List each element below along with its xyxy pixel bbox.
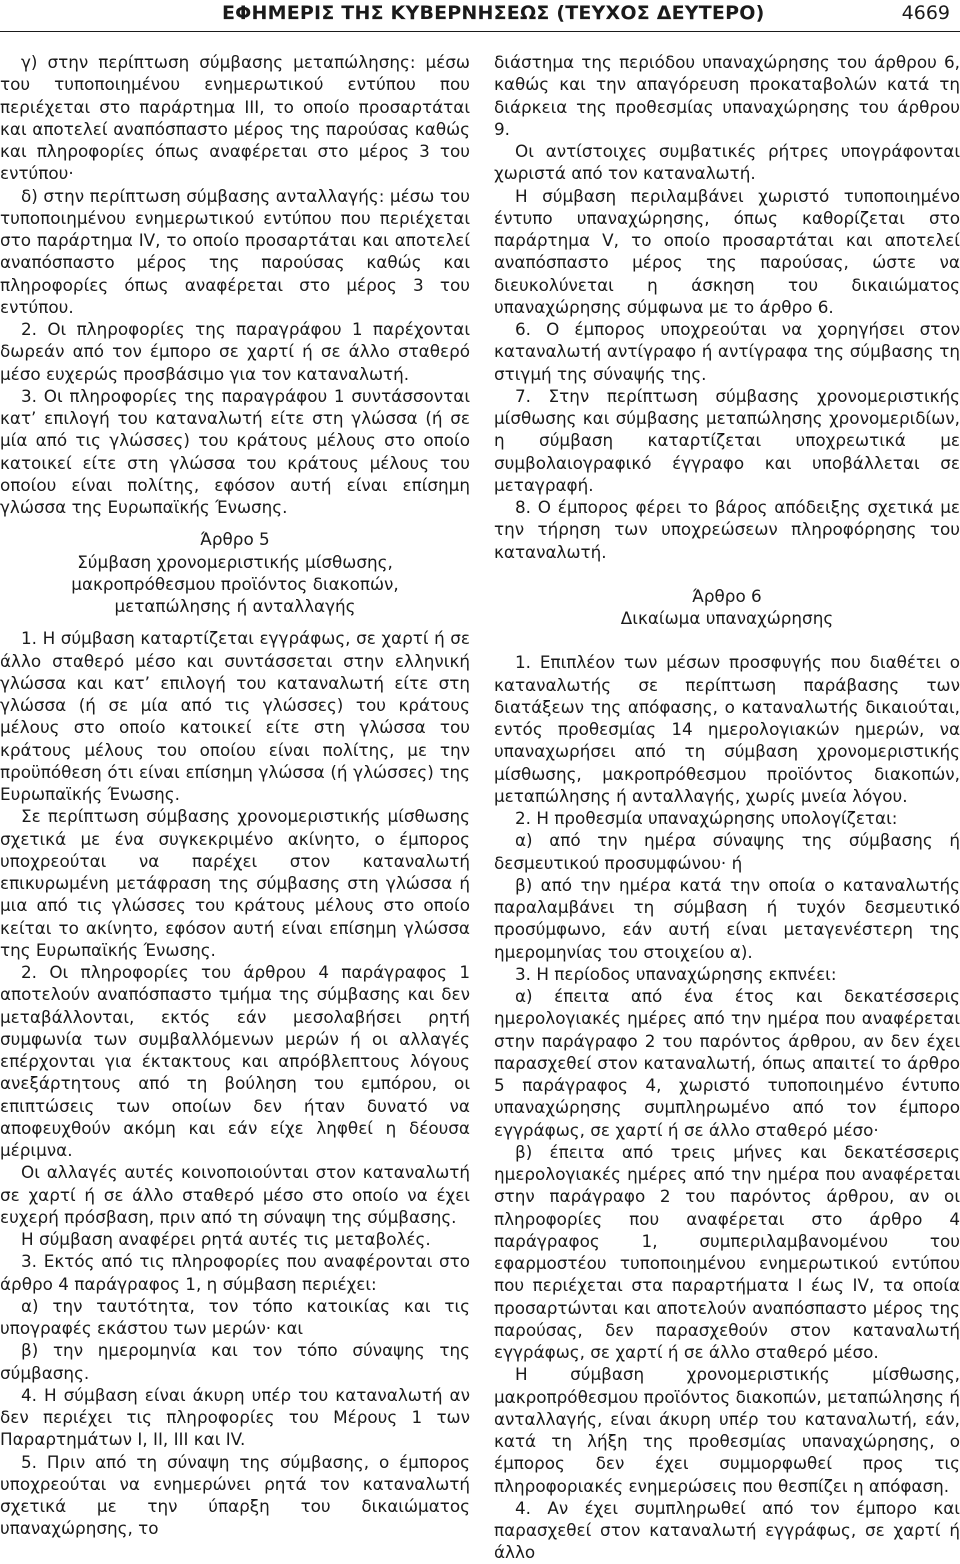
paragraph: 5. Πριν από τη σύναψη της σύμβασης, ο έμπορος υποχρεούται να ενημερώνει ρητά τον καταναλωτή σχετικά με την ύπαρξη του δικαιώματος υπαναχώρησης, το [0, 1451, 470, 1539]
left-column [0, 51, 470, 1540]
paragraph: Η σύμβαση αναφέρει ρητά αυτές τις μεταβολές. [21, 1229, 431, 1249]
paragraph: α) από την ημέρα σύναψης της σύμβασης ή δεσμευτικού προσυμφώνου· ή [494, 830, 960, 873]
paragraph: α) έπειτα από ένα έτος και δεκατέσσερις ημερολογιακές ημέρες από την ημέρα που αναφέρεται στην παράγραφο 2 του παρόντος άρθρου, αν δεν έχει παρασχεθεί στον καταναλωτή, όπως απαιτεί το άρθρο 5 παράγραφος 4, χωριστό τυποποιημένο έντυπο υπαναχώρησης συμπληρωμένο από τον έμπορο εγγράφως, σε χαρτί ή σε άλλο σταθερό μέσο· [494, 986, 960, 1140]
paragraph: 2. Οι πληροφορίες του άρθρου 4 παράγραφος 1 αποτελούν αναπόσπαστο τμήμα της σύμβασης και δεν μεταβάλλονται, εκτός εάν μεσολαβήσει ρητή συμφωνία των συμβαλλόμενων μερών ή οι αλλαγές επέρχονται για έκτακτους και απρόβλεπτους λόγους ανεξάρτητους από τη βούληση του εμπόρου, οι επιπτώσεις των οποίων δεν ήταν δυνατό να αποφευχθούν ακόμη και εάν είχε ληφθεί η δέουσα μέριμνα. [0, 962, 470, 1160]
paragraph: 2. Οι πληροφορίες της παραγράφου 1 παρέχονται δωρεάν από τον έμπορο σε χαρτί ή σε άλλο σταθερό μέσο ευχερώς προσβάσιμο για τον καταναλωτή. [0, 319, 470, 384]
paragraph: γ) στην περίπτωση σύμβασης μεταπώλησης: μέσω του τυποποιημένου ενημερωτικού εντύπου που περιέχεται στο παράρτημα ΙΙΙ, το οποίο προσαρτάται και αποτελεί αναπόσπαστο μέρος της παρούσας καθώς και πληροφορίες όπως αναφέρεται στο μέρος 3 του εντύπου· [0, 52, 470, 184]
paragraph: 4. Αν έχει συμπληρωθεί από τον έμπορο και παρασχεθεί στον καταναλωτή εγγράφως, σε χαρτί ή άλλο [494, 1497, 960, 1563]
paragraph: Σε περίπτωση σύμβασης χρονομεριστικής μίσθωσης σχετικά με ένα συγκεκριμένο ακίνητο, ο έμπορος υποχρεούται να παρέχει στον καταναλωτή επικυρωμένη μετάφραση της σύμβασης στη γλώσσα ή μια από τις γλώσσες του κράτους μέλους στο οποίο κείται το ακίνητο, εφόσον αυτή είναι επίσημη γλώσσα της Ευρωπαϊκής Ένωσης. [0, 806, 470, 960]
paragraph: β) έπειτα από τρεις μήνες και δεκατέσσερις ημερολογιακές ημέρες από την ημέρα που αναφέρεται στην παράγραφο 2 του παρόντος άρθρου, αν οι πληροφορίες που αναφέρεται στο άρθρο 4 παράγραφος 1, συμπεριλαμβανομένου του εφαρμοστέου τυποποιημένου ενημερωτικού εντύπου που περιέχεται στα παραρτήματα Ι έως IV, τα οποία προσαρτώνται και αποτελούν αναπόσπαστο μέρος της παρούσας, δεν παρασχεθούν στον καταναλωτή εγγράφως, σε χαρτί ή σε άλλο σταθερό μέσο. [494, 1141, 960, 1362]
paragraph: 1. Επιπλέον των μέσων προσφυγής που διαθέτει ο καταναλωτής σε περίπτωση παράβασης των διατάξεων της απόφασης, ο καταναλωτής δικαιούται, εντός προθεσμίας 14 ημερολογιακών ημερών, να υπαναχωρήσει από τη σύμβαση χρονομεριστικής μίσθωσης, μακροπρόθεσμου προϊόντος διακοπών, μεταπώλησης ή ανταλλαγής, χωρίς μνεία λόγου. [494, 652, 960, 806]
paragraph: 2. Η προθεσμία υπαναχώρησης υπολογίζεται: [515, 808, 898, 828]
paragraph: 1. Η σύμβαση καταρτίζεται εγγράφως, σε χαρτί ή σε άλλο σταθερό μέσο και συντάσσεται στην ελληνική γλώσσα και κατ’ επιλογή του καταναλωτή είτε στη γλώσσα (ή σε μία από τις γλώσσες) του κράτους μέλους στο οποίο κατοικεί είτε στη γλώσσα του κράτους μέλους του οποίου είναι πολίτης, με την προϋπόθεση ότι είναι επίσημη γλώσσα (ή γλώσσες) της Ευρωπαϊκής Ένωσης. [0, 628, 470, 804]
paragraph: 6. Ο έμπορος υποχρεούται να χορηγήσει στον καταναλωτή αντίγραφο ή αντίγραφα της σύμβασης τη στιγμή της σύναψής της. [494, 319, 960, 384]
article-5-number: Άρθρο 5 [200, 529, 270, 550]
article-5-title-line-1: Σύμβαση χρονομεριστικής μίσθωσης, [77, 551, 393, 572]
paragraph: β) από την ημέρα κατά την οποία ο καταναλωτής παραλαμβάνει τη σύμβαση ή τυχόν δεσμευτικό προσύμφωνο, εάν αυτή είναι μεταγενέστερη της ημερομηνίας του στοιχείου α). [494, 874, 960, 962]
header-divider [0, 31, 960, 32]
paragraph: 8. Ο έμπορος φέρει το βάρος απόδειξης σχετικά με την τήρηση των υποχρεώσεων πληροφόρησης του καταναλωτή. [494, 497, 960, 562]
article-6-title: Δικαίωμα υπαναχώρησης [620, 608, 834, 628]
page-header [0, 0, 960, 32]
paragraph: Η σύμβαση χρονομεριστικής μίσθωσης, μακροπρόθεσμου προϊόντος διακοπών, μεταπώλησης ή ανταλλαγής, είναι άκυρη υπέρ του καταναλωτή, εάν, κατά τη λήξη της προθεσμίας υπαναχώρησης, ο έμπορος δεν έχει συμμορφωθεί προς τις πληροφοριακές ενημερώσεις που θεσπίζει η απόφαση. [494, 1364, 960, 1496]
paragraph: β) την ημερομηνία και τον τόπο σύναψης της σύμβασης. [0, 1340, 470, 1383]
paragraph: 7. Στην περίπτωση σύμβασης χρονομεριστικής μίσθωσης και σύμβασης μεταπώλησης χρονομεριδίων, η σύμβαση καταρτίζεται υποχρεωτικά με συμβολαιογραφικό έγγραφο και υποβάλλεται σε μεταγραφή. [494, 385, 960, 495]
paragraph: Οι αντίστοιχες συμβατικές ρήτρες υπογράφονται χωριστά από τον καταναλωτή. [494, 141, 960, 184]
gazette-title: ΕΦΗΜΕΡΙΣ ΤΗΣ ΚΥΒΕΡΝΗΣΕΩΣ (ΤΕΥΧΟΣ ΔΕΥΤΕΡΟ) [222, 2, 765, 24]
paragraph: 3. Οι πληροφορίες της παραγράφου 1 συντάσσονται κατ’ επιλογή του καταναλωτή είτε στη γλώσσα (ή σε μία από τις γλώσσες) του κράτους μέλους στο οποίο κατοικεί είτε στη γλώσσα του κράτους μέλους του οποίου είναι πολίτης, εφόσον αυτή είναι επίσημη γλώσσα της Ευρωπαϊκής Ένωσης. [0, 385, 470, 517]
article-5-title-line-3: μεταπώλησης ή ανταλλαγής [114, 596, 356, 616]
right-column [494, 51, 960, 1564]
paragraph: α) την ταυτότητα, τον τόπο κατοικίας και τις υπογραφές εκάστου των μερών· και [0, 1295, 470, 1338]
paragraph: 4. Η σύμβαση είναι άκυρη υπέρ του καταναλωτή αν δεν περιέχει τις πληροφορίες του Μέρους 1 των Παραρτημάτων Ι, ΙΙ, ΙΙΙ και IV. [0, 1384, 470, 1450]
paragraph: 3. Η περίοδος υπαναχώρησης εκπνέει: [515, 963, 837, 984]
paragraph: διάστημα της περιόδου υπαναχώρησης του άρθρου 6, καθώς και την απαγόρευση προκαταβολών κατά τη διάρκεια της προθεσμίας υπαναχώρησης του άρθρου 9. [494, 52, 960, 139]
paragraph: Οι αλλαγές αυτές κοινοποιούνται στον καταναλωτή σε χαρτί ή σε άλλο σταθερό μέσο στο οποίο να έχει ευχερή πρόσβαση, πριν από τη σύναψη της σύμβασης. [0, 1162, 470, 1227]
paragraph: δ) στην περίπτωση σύμβασης ανταλλαγής: μέσω του τυποποιημένου ενημερωτικού εντύπου που περιέχεται στο παράρτημα IV, το οποίο προσαρτάται και αποτελεί αναπόσπαστο μέρος της παρούσας καθώς και πληροφορίες όπως αναφέρεται στο μέρος 3 του εντύπου. [0, 185, 470, 317]
paragraph: Η σύμβαση περιλαμβάνει χωριστό τυποποιημένο έντυπο υπαναχώρησης, όπως καθορίζεται στο παράρτημα V, το οποίο προσαρτάται και αποτελεί αναπόσπαστο μέρος της παρούσας, ώστε να διευκολύνεται η άσκηση του δικαιώματος υπαναχώρησης σύμφωνα με το άρθρο 6. [494, 185, 960, 317]
page-number: 4669 [901, 2, 950, 24]
paragraph: 3. Εκτός από τις πληροφορίες που αναφέρονται στο άρθρο 4 παράγραφος 1, η σύμβαση περιέχει: [0, 1251, 470, 1294]
article-5-title-line-2: μακροπρόθεσμου προϊόντος διακοπών, [71, 573, 399, 594]
article-6-number: Άρθρο 6 [692, 585, 762, 606]
